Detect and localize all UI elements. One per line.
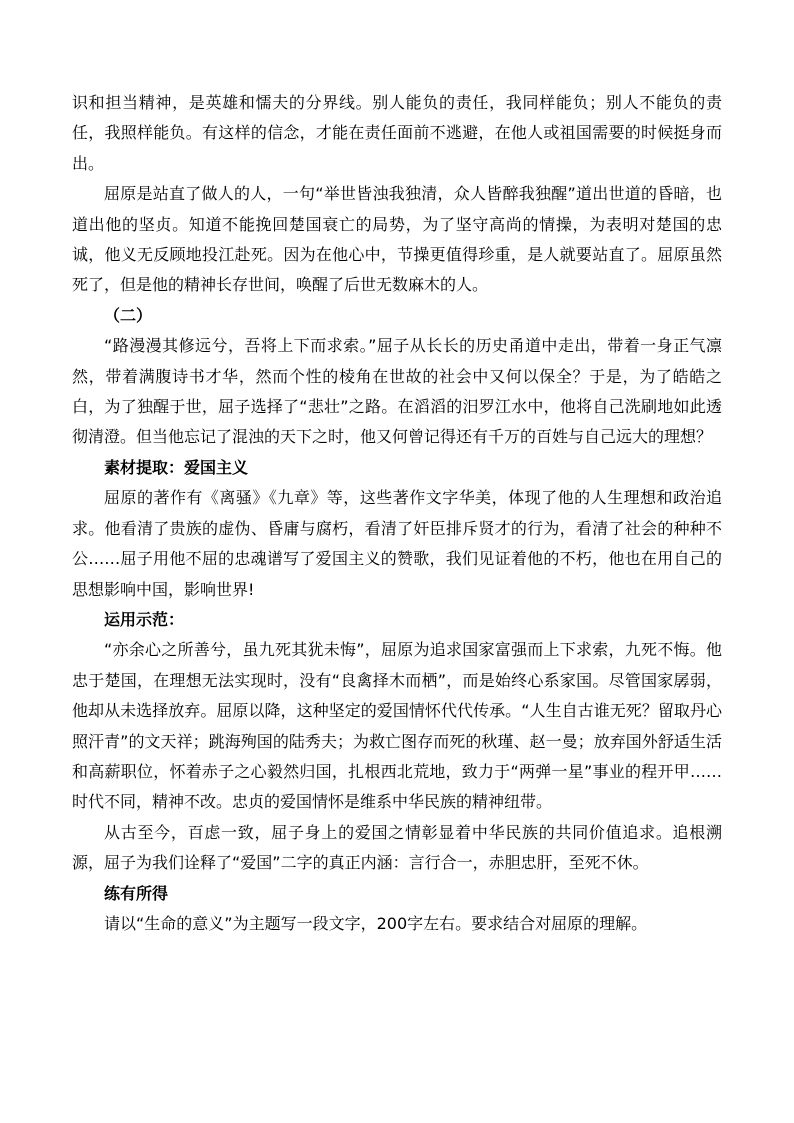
heading-material-extraction: 素材提取：爱国主义 [104,457,249,477]
heading-usage-example: 运用示范： [104,609,185,629]
section-heading-two: （二） [104,305,153,325]
document-page [72,88,722,939]
heading-practice: 练有所得 [104,883,169,903]
paragraph-heroism: 识和担当精神，是英雄和懦夫的分界线。别人能负的责任，我同样能负；别人不能负的责任，我照样能负。有这样的信念，才能在责任面前不逃避，在他人或祖国需要的时候挺身而出。 [72,93,722,173]
paragraph-long-road: “路漫漫其修远兮，吾将上下而求索。”屈子从长长的历史甬道中走出，带着一身正气凛然，带着满腹诗书才华，然而个性的棱角在世故的社会中又何以保全？于是，为了皓皓之白，为了独醒于世，屈子选择了“悲壮”之路。在滔滔的汨罗江水中，他将自己洗刷地如此透彻清澄。但当他忘记了混浊的天下之时，他又何曾记得还有千万的百姓与自己远大的理想？ [72,336,722,447]
paragraph-practice-task: 请以“生命的意义”为主题写一段文字，200字左右。要求结合对屈原的理解。 [104,913,648,933]
paragraph-example: “亦余心之所善兮，虽九死其犹未悔”，屈原为追求国家富强而上下求索，九死不悔。他忠于楚国，在理想无法实现时，没有“良禽择木而栖”，而是始终心系家国。尽管国家孱弱，他却从未选择放弃。屈原以降，这种坚定的爱国情怀代代传承。“人生自古谁无死？留取丹心照汗青”的文天祥；跳海殉国的陆秀夫；为救亡图存而死的秋瑾、赵一曼；放弃国外舒适生活和高薪职位，怀着赤子之心毅然归国，扎根西北荒地，致力于“两弹一星”事业的程开甲……时代不同，精神不改。忠贞的爱国情怀是维系中华民族的精神纽带。 [72,640,722,812]
paragraph-conclusion: 从古至今，百虑一致，屈子身上的爱国之情彰显着中华民族的共同价值追求。追根溯源，屈子为我们诠释了“爱国”二字的真正内涵：言行合一，赤胆忠肝，至死不休。 [72,822,722,873]
paragraph-quyuan-upright: 屈原是站直了做人的人，一句“举世皆浊我独清，众人皆醉我独醒”道出世道的昏暗，也道出他的坚贞。知道不能挽回楚国衰亡的局势，为了坚守高尚的情操，为表明对楚国的忠诚，他义无反顾地投江赴死。因为在他心中，节操更值得珍重，是人就要站直了。屈原虽然死了，但是他的精神长存世间，唤醒了后世无数麻木的人。 [72,184,722,295]
paragraph-works: 屈原的著作有《离骚》《九章》等，这些著作文字华美，体现了他的人生理想和政治追求。他看清了贵族的虚伪、昏庸与腐朽，看清了奸臣排斥贤才的行为，看清了社会的种种不公……屈子用他不屈的忠魂谱写了爱国主义的赞歌，我们见证着他的不朽，他也在用自己的思想影响中国，影响世界! [72,488,722,599]
